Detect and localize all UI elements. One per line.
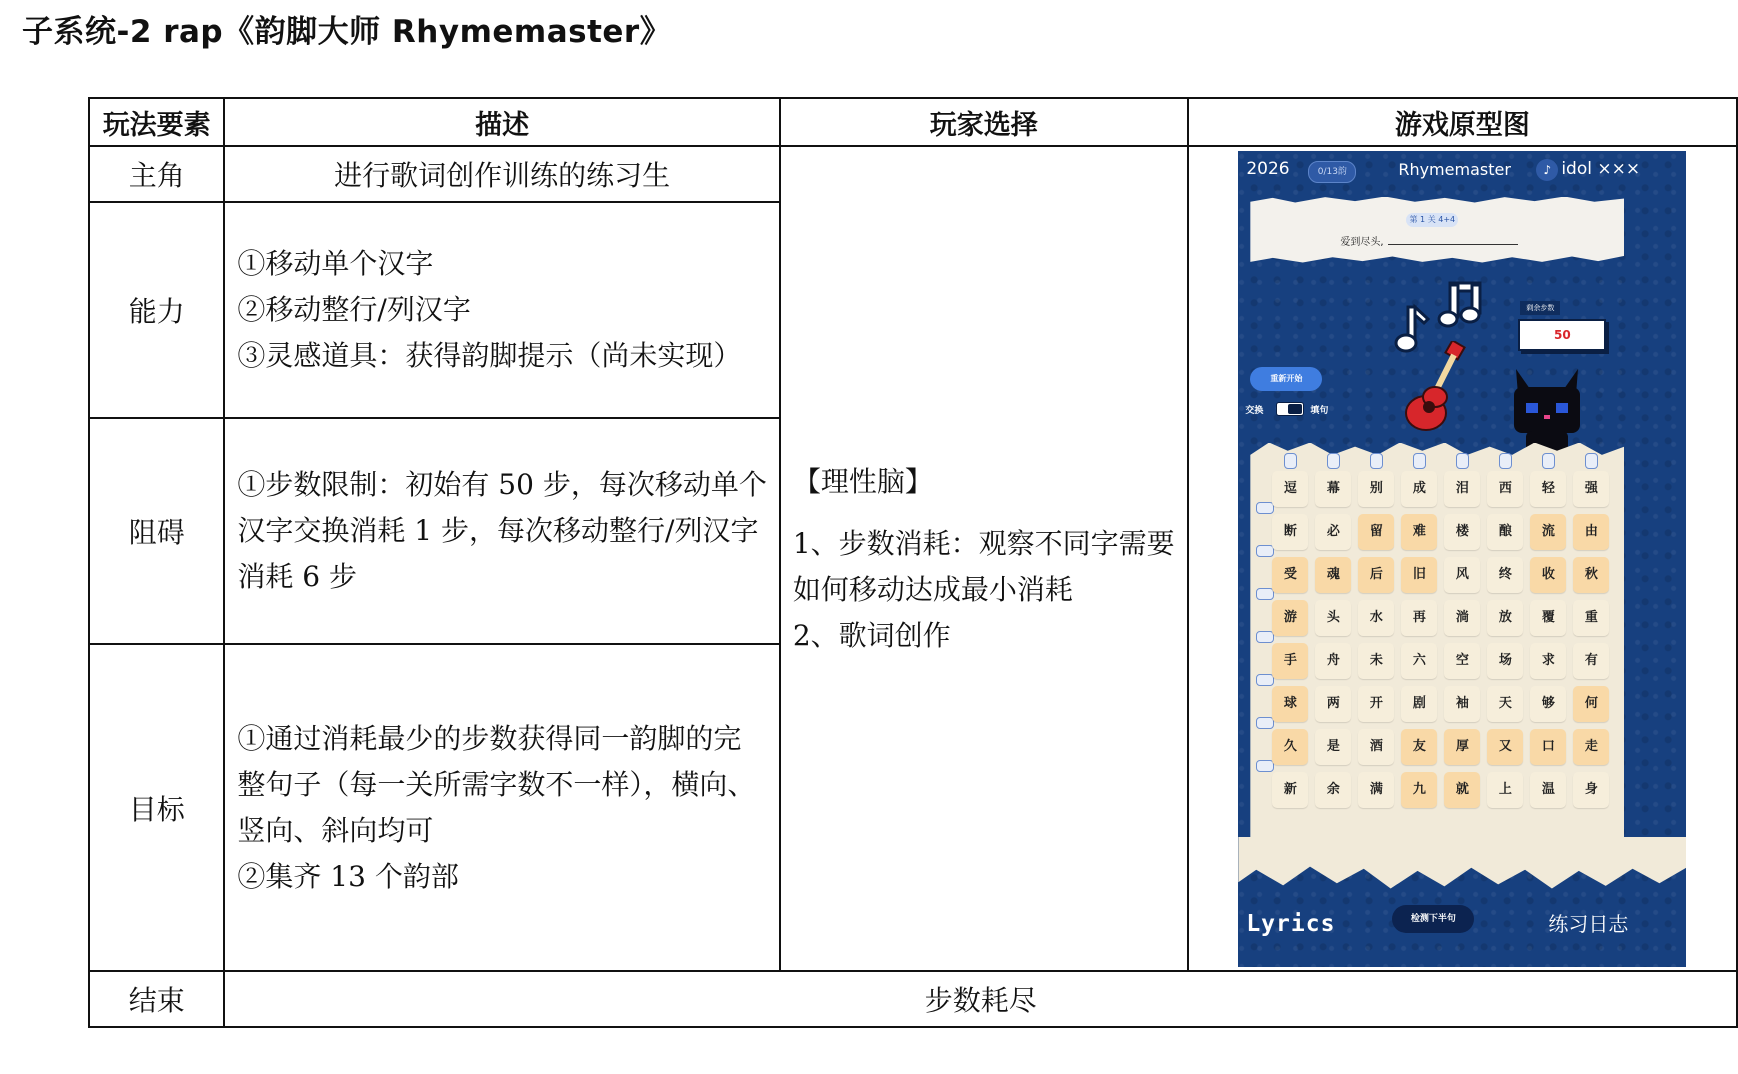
char-tile[interactable]: 九 [1401,772,1437,808]
column-move-handle[interactable] [1456,453,1469,469]
user-name: idol ××× [1561,158,1641,179]
spec-table [88,97,1738,1028]
char-tile[interactable]: 旧 [1401,557,1437,593]
mode-toggle[interactable] [1276,402,1304,416]
char-tile[interactable]: 成 [1401,471,1437,507]
char-tile[interactable]: 走 [1573,729,1609,765]
prototype-cell [1188,146,1737,971]
char-tile[interactable]: 强 [1573,471,1609,507]
column-move-handle[interactable] [1370,453,1383,469]
check-second-half-button[interactable]: 检测下半句 [1392,905,1474,933]
char-tile[interactable]: 温 [1530,772,1566,808]
char-tile[interactable]: 久 [1272,729,1308,765]
header-player-choice: 玩家选择 [780,98,1188,146]
char-tile[interactable]: 终 [1487,557,1523,593]
column-move-handle[interactable] [1413,453,1426,469]
char-tile[interactable]: 楼 [1444,514,1480,550]
char-tile[interactable]: 是 [1315,729,1351,765]
goal-line-4: ②集齐 13 个韵部 [237,859,459,893]
goal-line-2: 整句子（每一关所需字数不一样），横向、 [237,767,756,801]
obstacle-line-2: 汉字交换消耗 1 步，每次移动整行/列汉字 [237,514,759,547]
char-tile[interactable]: 水 [1358,600,1394,636]
lyrics-label[interactable]: Lyrics [1246,910,1336,937]
player-choice-line-1: 1、步数消耗：观察不同字需要 [792,526,1175,560]
obstacle-line-1: ①步数限制：初始有 50 步，每次移动单个 [237,468,767,501]
char-tile[interactable]: 魂 [1315,557,1351,593]
char-tile[interactable]: 酿 [1487,514,1523,550]
char-tile[interactable]: 放 [1487,600,1523,636]
char-tile[interactable]: 收 [1530,557,1566,593]
row-label-obstacle: 阻碍 [89,418,224,644]
char-tile[interactable]: 重 [1573,600,1609,636]
char-tile[interactable]: 酒 [1358,729,1394,765]
char-tile[interactable]: 满 [1358,772,1394,808]
goal-line-3: 竖向、斜向均可 [237,813,434,847]
char-tile[interactable]: 覆 [1530,600,1566,636]
fill-label: 填句 [1310,405,1329,416]
ability-line-1: ①移动单个汉字 [237,247,434,280]
game-brand: Rhymemaster [1398,159,1511,179]
row-label-end: 结束 [89,971,224,1027]
char-tile[interactable]: 游 [1272,600,1308,636]
header-prototype: 游戏原型图 [1188,98,1737,146]
end-description: 步数耗尽 [224,971,1737,1027]
char-tile[interactable]: 必 [1315,514,1351,550]
player-choice-heading: 【理性脑】 [792,464,933,498]
char-tile[interactable]: 够 [1530,686,1566,722]
char-tile[interactable]: 幕 [1315,471,1351,507]
char-tile[interactable]: 场 [1487,643,1523,679]
char-tile[interactable]: 天 [1487,686,1523,722]
player-choice-cell [780,146,1188,971]
column-move-handle[interactable] [1499,453,1512,469]
rhyme-progress-badge: 0/13韵 [1308,161,1356,183]
header-element: 玩法要素 [89,98,224,146]
char-tile[interactable]: 舟 [1315,643,1351,679]
char-tile[interactable]: 手 [1272,643,1308,679]
column-move-handle[interactable] [1542,453,1555,469]
char-tile[interactable]: 未 [1358,643,1394,679]
char-tile[interactable]: 后 [1358,557,1394,593]
goal-description [224,644,779,971]
level-badge: 第 1 关 4+4 [1406,213,1458,227]
char-tile[interactable]: 剧 [1401,686,1437,722]
row-label-ability: 能力 [89,202,224,418]
char-tile[interactable]: 泪 [1444,471,1480,507]
steps-remaining: 50 [1518,319,1606,351]
char-tile[interactable]: 又 [1487,729,1523,765]
char-tile[interactable]: 余 [1315,772,1351,808]
char-tile[interactable]: 再 [1401,600,1437,636]
char-tile[interactable]: 两 [1315,686,1351,722]
document-title: 子系统-2 rap《韵脚大师 Rhymemaster》 [22,14,672,50]
char-tile[interactable]: 友 [1401,729,1437,765]
footer-paper [1238,837,1686,889]
protagonist-description: 进行歌词创作训练的练习生 [224,146,779,202]
header-description: 描述 [224,98,779,146]
char-tile[interactable]: 球 [1272,686,1308,722]
char-tile[interactable]: 厚 [1444,729,1480,765]
practice-log-link[interactable]: 练习日志 [1548,911,1629,936]
player-choice-line-3: 2、歌词创作 [792,618,951,652]
char-tile[interactable]: 留 [1358,514,1394,550]
char-tile[interactable]: 开 [1358,686,1394,722]
guitar-icon [1402,341,1474,441]
char-tile[interactable]: 有 [1573,643,1609,679]
char-tile[interactable]: 风 [1444,557,1480,593]
row-label-protagonist: 主角 [89,146,224,202]
player-choice-line-2: 如何移动达成最小消耗 [792,572,1073,606]
char-tile[interactable]: 受 [1272,557,1308,593]
column-move-handle[interactable] [1327,453,1340,469]
char-tile[interactable]: 难 [1401,514,1437,550]
steps-label: 剩余步数 [1520,301,1560,315]
char-tile[interactable]: 袖 [1444,686,1480,722]
row-protagonist [89,146,1737,202]
game-prototype [1238,151,1686,967]
char-tile[interactable]: 上 [1487,772,1523,808]
lyric-paper [1250,197,1624,263]
header-row [89,98,1737,146]
ability-line-3: ③灵感道具：获得韵脚提示（尚未实现） [237,339,742,372]
column-move-handle[interactable] [1585,453,1598,469]
char-tile[interactable]: 身 [1573,772,1609,808]
lyric-prompt: 爱到尽头, [1340,236,1384,248]
char-tile[interactable]: 口 [1530,729,1566,765]
char-tile[interactable]: 西 [1487,471,1523,507]
swap-label: 交换 [1245,405,1264,416]
char-tile[interactable]: 新 [1272,772,1308,808]
year-label: 2026 [1246,158,1290,179]
obstacle-description [224,418,779,644]
char-tile[interactable]: 六 [1401,643,1437,679]
char-tile[interactable]: 流 [1530,514,1566,550]
char-tile[interactable]: 就 [1444,772,1480,808]
column-move-handle[interactable] [1284,453,1297,469]
row-end [89,971,1737,1027]
char-tile[interactable]: 秋 [1573,557,1609,593]
restart-button[interactable]: 重新开始 [1250,367,1322,391]
char-tile[interactable]: 求 [1530,643,1566,679]
char-tile[interactable]: 逗 [1272,471,1308,507]
row-label-goal: 目标 [89,644,224,971]
char-tile[interactable]: 轻 [1530,471,1566,507]
goal-line-1: ①通过消耗最少的步数获得同一韵脚的完 [237,721,742,755]
char-tile[interactable]: 何 [1573,686,1609,722]
ability-description [224,202,779,418]
char-tile[interactable]: 空 [1444,643,1480,679]
obstacle-line-3: 消耗 6 步 [237,560,358,593]
char-tile[interactable]: 淌 [1444,600,1480,636]
char-tile[interactable]: 由 [1573,514,1609,550]
music-note-icon[interactable]: ♪ [1536,159,1558,181]
char-tile[interactable]: 别 [1358,471,1394,507]
ability-line-2: ②移动整行/列汉字 [237,293,471,326]
lyric-blank-line [1388,244,1518,245]
char-tile[interactable]: 头 [1315,600,1351,636]
char-tile[interactable]: 断 [1272,514,1308,550]
